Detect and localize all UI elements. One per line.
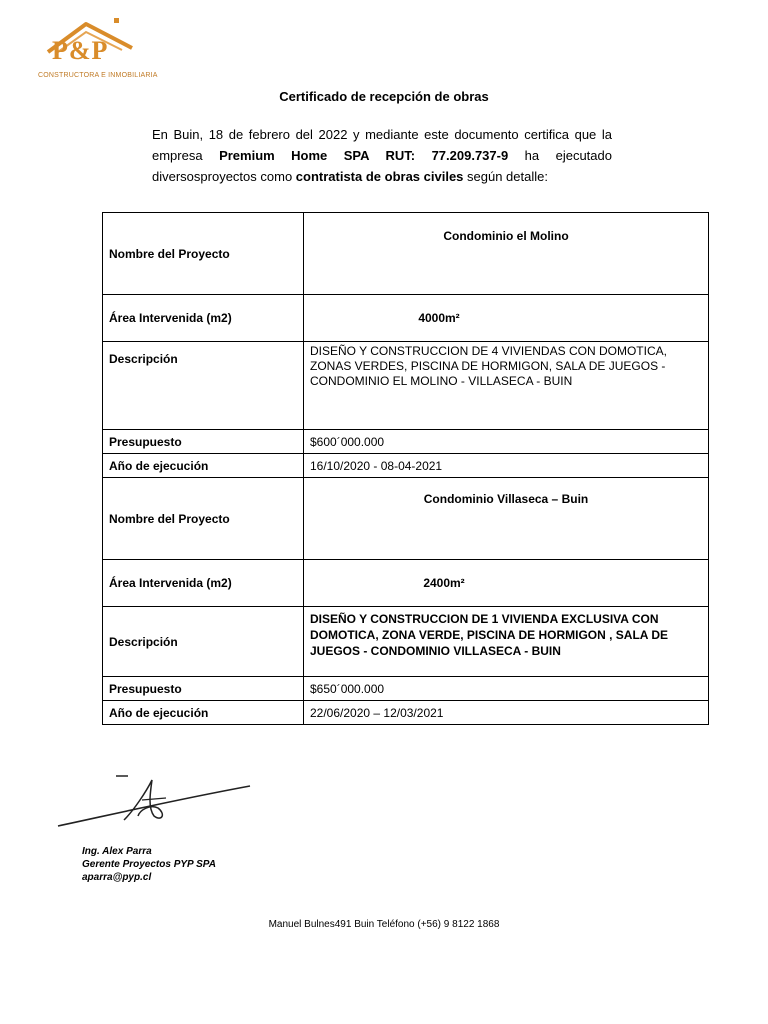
projects-table bbox=[102, 212, 709, 725]
label-year: Año de ejecución bbox=[103, 701, 304, 725]
table-row bbox=[103, 701, 709, 725]
project-2-area: 2400m² bbox=[304, 560, 709, 607]
label-project-name: Nombre del Proyecto bbox=[103, 478, 304, 560]
signer-name: Ing. Alex Parra bbox=[82, 846, 152, 857]
project-1-budget: $600´000.000 bbox=[304, 430, 709, 454]
intro-paragraph bbox=[152, 124, 612, 187]
signer-email: aparra@pyp.cl bbox=[82, 872, 152, 883]
intro-company: Premium Home SPA RUT: 77.209.737-9 bbox=[219, 148, 509, 163]
project-2-description: DISEÑO Y CONSTRUCCION DE 1 VIVIENDA EXCLUSIVA CON DOMOTICA, ZONA VERDE, PISCINA DE HORMIGON , SALA DE JUEGOS - CONDOMINIO VILLASECA - BUIN bbox=[304, 607, 709, 677]
label-budget: Presupuesto bbox=[103, 677, 304, 701]
label-description: Descripción bbox=[103, 607, 304, 677]
intro-text-3: según detalle: bbox=[463, 169, 548, 184]
label-year: Año de ejecución bbox=[103, 454, 304, 478]
project-1-description: DISEÑO Y CONSTRUCCION DE 4 VIVIENDAS CON DOMOTICA, ZONAS VERDES, PISCINA DE HORMIGON, SALA DE JUEGOS - CONDOMINIO EL MOLINO - VILLASECA - BUIN bbox=[304, 342, 709, 430]
intro-text-1: En Buin, 18 de febrero del 2022 y mediante este documento certifica que la empresa bbox=[152, 127, 612, 163]
label-description: Descripción bbox=[103, 342, 304, 430]
project-1-area: 4000m² bbox=[304, 295, 709, 342]
signature bbox=[54, 770, 264, 840]
company-logo-text: P&P bbox=[52, 36, 109, 65]
label-project-name: Nombre del Proyecto bbox=[103, 213, 304, 295]
project-2-name: Condominio Villaseca – Buin bbox=[304, 478, 709, 560]
signer-position: Gerente Proyectos PYP SPA bbox=[82, 859, 216, 870]
label-area: Área Intervenida (m2) bbox=[103, 560, 304, 607]
project-2-budget: $650´000.000 bbox=[304, 677, 709, 701]
table-row bbox=[103, 213, 709, 295]
table-row bbox=[103, 342, 709, 430]
company-logo-tagline: CONSTRUCTORA E INMOBILIARIA bbox=[38, 72, 158, 79]
table-row bbox=[103, 478, 709, 560]
intro-role: contratista de obras civiles bbox=[295, 169, 464, 184]
label-budget: Presupuesto bbox=[103, 430, 304, 454]
footer-address: Manuel Bulnes491 Buin Teléfono (+56) 9 8122 1868 bbox=[268, 919, 500, 930]
table-row bbox=[103, 677, 709, 701]
document-title: Certificado de recepción de obras bbox=[279, 89, 489, 104]
table-row bbox=[103, 454, 709, 478]
signer-block bbox=[82, 845, 216, 884]
project-2-period: 22/06/2020 – 12/03/2021 bbox=[304, 701, 709, 725]
intro-text-2: ha ejecutado diversosproyectos como bbox=[152, 148, 612, 184]
project-1-period: 16/10/2020 - 08-04-2021 bbox=[304, 454, 709, 478]
table-row bbox=[103, 560, 709, 607]
label-area: Área Intervenida (m2) bbox=[103, 295, 304, 342]
table-row bbox=[103, 607, 709, 677]
table-row bbox=[103, 295, 709, 342]
project-1-name: Condominio el Molino bbox=[304, 213, 709, 295]
table-row bbox=[103, 430, 709, 454]
